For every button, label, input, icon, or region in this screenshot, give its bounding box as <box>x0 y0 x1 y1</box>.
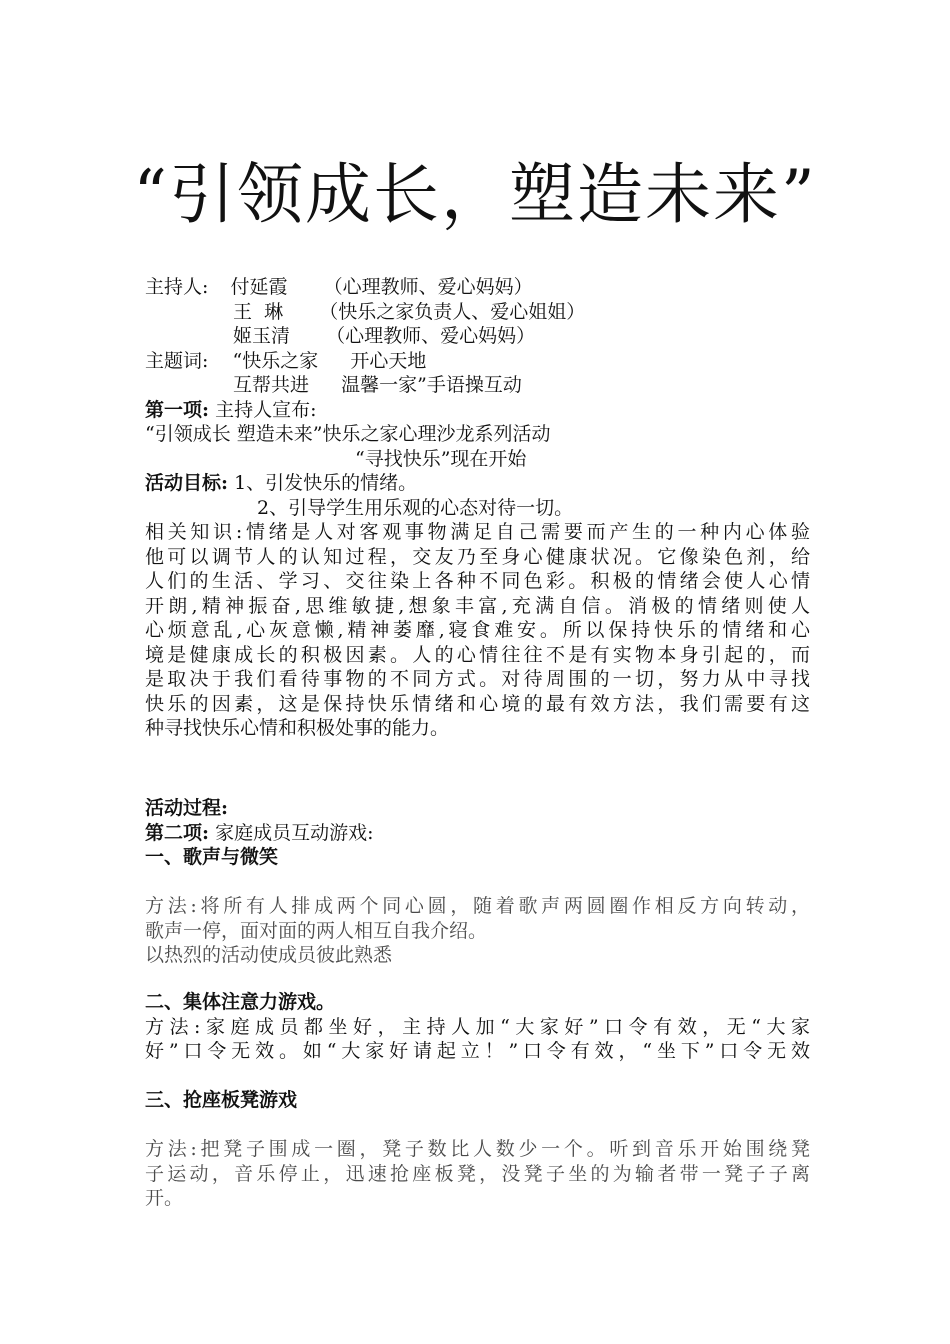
theme-line-1 <box>145 349 810 374</box>
announce-line-1: “引领成长 塑造未来”快乐之家心理沙龙系列活动 <box>145 423 551 445</box>
intro-section <box>145 275 810 741</box>
announce-line-2: “寻找快乐”现在开始 <box>355 447 527 470</box>
game1-line: 方法:将所有人排成两个同心圆，随着歌声两圆圈作相反方向转动， <box>145 895 810 917</box>
game3-section <box>145 1088 810 1113</box>
knowledge-line: 开朗,精神振奋,思维敏捷,想象丰富,充满自信。消极的情绪则使人 <box>145 594 810 617</box>
item1-label: 第一项: <box>145 398 210 421</box>
item1-text: 主持人宣布: <box>215 398 317 421</box>
host-line-2 <box>145 300 810 325</box>
game1-method <box>145 894 810 968</box>
knowledge-paragraph <box>145 520 810 741</box>
game3-method <box>145 1137 810 1211</box>
game2-line: 好”口令无效。如“大家好请起立！”口令有效，“坐下”口令无效 <box>145 1040 810 1062</box>
knowledge-line: 境是健康成长的积极因素。人的心情往往不是有实物本身引起的，而 <box>145 643 810 666</box>
host-line-1 <box>145 275 810 300</box>
host-name-1: 付延霞 <box>230 276 288 298</box>
knowledge-line: 种寻找快乐心情和积极处事的能力。 <box>145 717 450 739</box>
host-role-3: （心理教师、爱心妈妈） <box>326 325 536 347</box>
item2-line <box>145 821 810 846</box>
host-name-3: 姬玉清 <box>233 325 291 347</box>
game1-line: 以热烈的活动使成员彼此熟悉 <box>145 944 393 966</box>
theme-line2-a: 互帮共进 <box>233 374 310 396</box>
game1-line: 歌声一停，面对面的两人相互自我介绍。 <box>145 919 488 942</box>
host-name-2: 王 琳 <box>233 300 284 323</box>
theme-line-2 <box>145 373 810 398</box>
process-section <box>145 796 810 870</box>
hosts-label: 主持人: <box>145 276 209 298</box>
game3-line: 开。 <box>145 1187 184 1209</box>
knowledge-line: 他可以调节人的认知过程，交友乃至身心健康状况。它像染色剂，给 <box>145 545 810 568</box>
knowledge-line: 心烦意乱,心灰意懒,精神萎靡,寝食难安。所以保持快乐的情绪和心 <box>145 619 810 641</box>
host-role-2: （快乐之家负责人、爱心姐姐） <box>319 300 586 323</box>
theme-line1-b: 开心天地 <box>350 349 427 372</box>
document-title: “引领成长，塑造未来” <box>133 156 817 233</box>
game3-heading: 三、抢座板凳游戏 <box>145 1089 298 1111</box>
host-line-3 <box>145 324 810 349</box>
item1-line <box>145 398 810 423</box>
game3-line: 方法:把凳子围成一圈，凳子数比人数少一个。听到音乐开始围绕凳 <box>145 1138 810 1160</box>
goals-line-1 <box>145 471 810 496</box>
knowledge-line: 是取决于我们看待事物的不同方式。对待周围的一切，努力从中寻找 <box>145 668 810 690</box>
goals-line-2: 2、引导学生用乐观的心态对待一切。 <box>257 496 574 519</box>
item2-text: 家庭成员互动游戏: <box>215 821 374 844</box>
theme-line2-b: 温馨一家”手语操互动 <box>341 374 522 396</box>
game2-heading: 二、集体注意力游戏。 <box>145 991 336 1013</box>
game2-line: 方法:家庭成员都坐好，主持人加“大家好”口令有效，无“大家 <box>145 1015 810 1038</box>
game3-line: 子运动，音乐停止，迅速抢座板凳，没凳子坐的为输者带一凳子子离 <box>145 1162 810 1185</box>
item2-label: 第二项: <box>145 821 210 844</box>
goal-1: 1、引发快乐的情绪。 <box>234 472 418 494</box>
theme-label: 主题词: <box>145 349 209 372</box>
game1-heading: 一、歌声与微笑 <box>145 846 279 868</box>
host-role-1: （心理教师、爱心妈妈） <box>323 276 533 298</box>
theme-line1-a: “快乐之家 <box>232 349 319 372</box>
process-label: 活动过程: <box>145 797 229 819</box>
game2-section <box>145 990 810 1064</box>
knowledge-line: 相关知识:情绪是人对客观事物满足自己需要而产生的一种内心体验 <box>145 521 810 543</box>
knowledge-line: 快乐的因素，这是保持快乐情绪和心境的最有效方法，我们需要有这 <box>145 692 810 715</box>
knowledge-line: 人们的生活、学习、交往染上各种不同色彩。积极的情绪会使人心情 <box>145 570 810 592</box>
goals-label: 活动目标: <box>145 472 229 494</box>
